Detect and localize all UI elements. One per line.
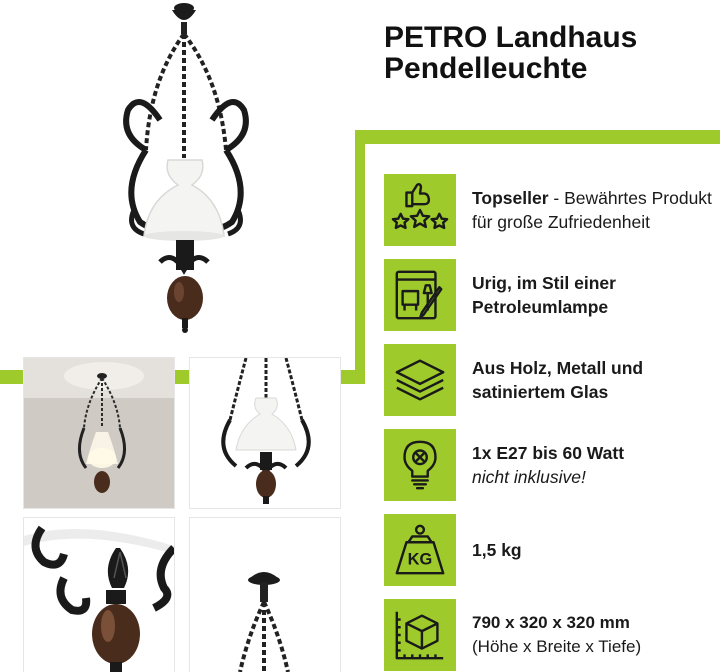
feature-icon-box <box>384 599 456 671</box>
accent-line-vertical <box>355 130 365 384</box>
feature-material <box>384 344 720 416</box>
feature-text <box>472 186 720 234</box>
feature-topseller <box>384 174 720 246</box>
feature-normal-text: - Bewährtes Produkt für große Zufriedenheit <box>472 188 712 232</box>
feature-bold-text: Aus Holz, Metall und satiniertem Glas <box>472 358 644 402</box>
layers-icon <box>391 351 449 409</box>
product-title-line2: Pendelleuchte <box>384 52 588 85</box>
weight-icon <box>391 521 449 579</box>
feature-bold-text: 1,5 kg <box>472 540 522 560</box>
feature-dimensions-legend: (Höhe x Breite x Tiefe) <box>472 637 642 656</box>
feature-text <box>472 271 720 319</box>
product-title <box>384 22 637 84</box>
feature-text <box>472 441 624 489</box>
feature-icon-box <box>384 514 456 586</box>
thumbs-up-stars-icon <box>391 181 449 239</box>
feature-weight <box>384 514 720 586</box>
feature-icon-box <box>384 259 456 331</box>
accent-line-top <box>355 130 720 144</box>
feature-icon-box <box>384 174 456 246</box>
feature-text <box>472 538 522 562</box>
dimensions-cube-icon <box>391 606 449 664</box>
feature-italic-note: nicht inklusive! <box>472 467 586 487</box>
feature-icon-box <box>384 429 456 501</box>
thumbnail-detail-closeup[interactable] <box>24 518 174 672</box>
feature-bold-text: Urig, im Stil einer Petroleumlampe <box>472 273 616 317</box>
product-title-line1: PETRO Landhaus <box>384 21 638 54</box>
main-product-image <box>80 0 300 340</box>
feature-style <box>384 259 720 331</box>
thumbnail-lamp-white-bg[interactable] <box>190 358 340 508</box>
light-bulb-icon <box>391 436 449 494</box>
feature-bold-text: Topseller <box>472 188 549 208</box>
feature-text <box>472 611 641 659</box>
feature-dimensions <box>384 599 720 671</box>
thumbnail-ceiling-canopy[interactable] <box>190 518 340 672</box>
feature-bold-text: 1x E27 bis 60 Watt <box>472 443 625 463</box>
interior-style-icon <box>391 266 449 324</box>
thumbnail-room-photo[interactable] <box>24 358 174 508</box>
weight-kg-label: KG <box>407 550 433 569</box>
feature-text <box>472 356 720 404</box>
feature-icon-box <box>384 344 456 416</box>
feature-bulb <box>384 429 720 501</box>
feature-dimensions-value: 790 x 320 x 320 mm <box>472 613 630 632</box>
